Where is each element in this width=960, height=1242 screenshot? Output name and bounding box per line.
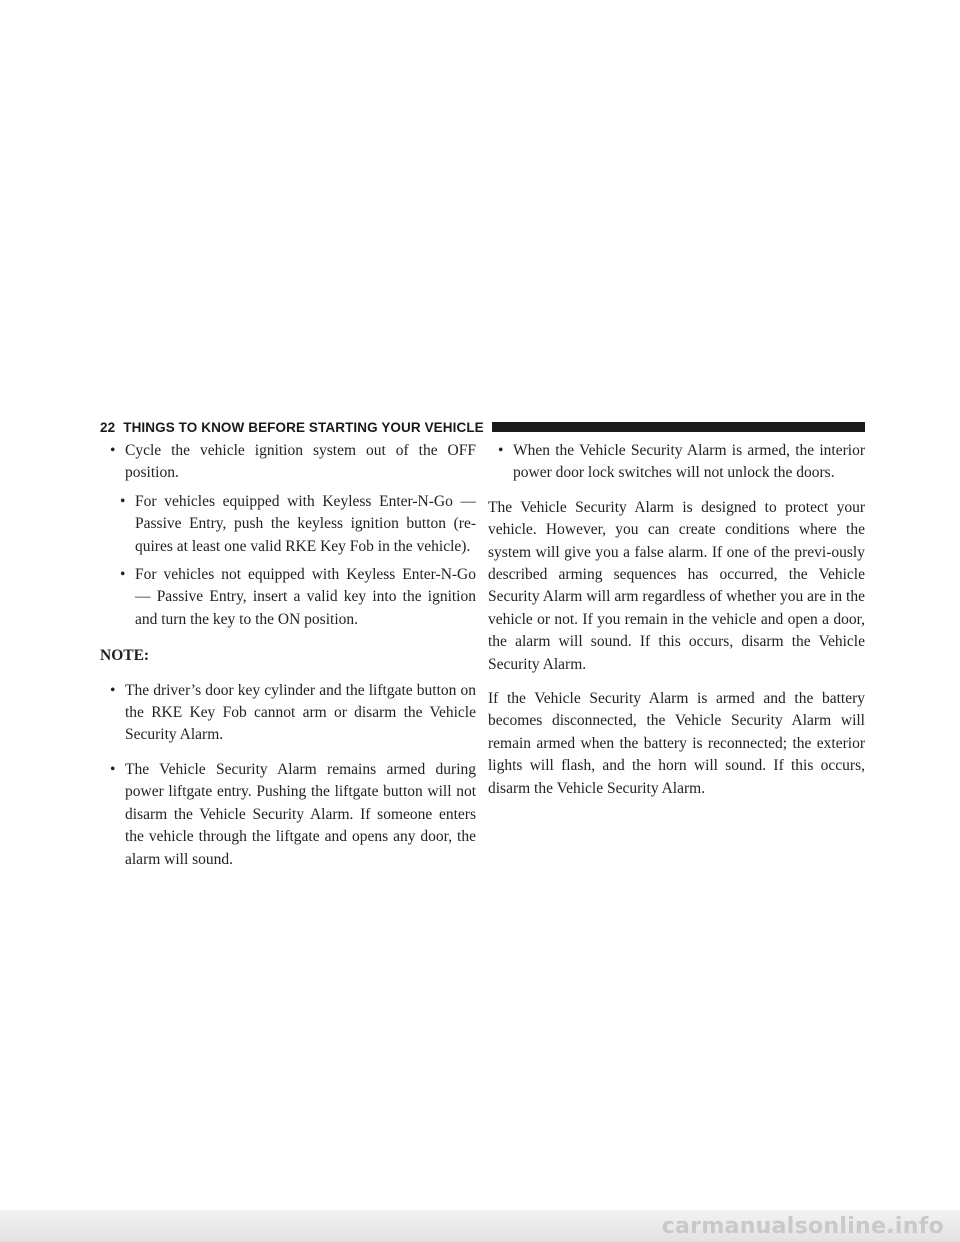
right-column — [488, 440, 865, 800]
bullet-icon: • — [110, 760, 116, 778]
bullet-text: For vehicles equipped with Keyless Enter-N-Go — Passive Entry, push the keyless ignition button (re-quires at least one valid RKE Key Fob in the vehicle). — [135, 492, 476, 555]
header-rule — [492, 422, 865, 432]
bullet-icon: • — [110, 681, 116, 699]
bullet-text: For vehicles not equipped with Keyless Enter-N-Go — Passive Entry, insert a valid key into the ignition and turn the key to the ON position. — [135, 566, 476, 628]
page-number: 22 — [100, 419, 116, 435]
bullet-icon: • — [498, 442, 504, 459]
bullet-icon: • — [110, 442, 116, 459]
bullet-icon: • — [120, 566, 126, 584]
section-title: THINGS TO KNOW BEFORE STARTING YOUR VEHICLE — [123, 419, 484, 435]
list-item — [488, 440, 865, 485]
watermark-band — [0, 1210, 960, 1242]
list-item — [100, 759, 476, 871]
page-header — [100, 416, 865, 438]
list-item — [100, 680, 476, 747]
bullet-text: The driver’s door key cylinder and the liftgate button on the RKE Key Fob cannot arm or disarm the Vehicle Security Alarm. — [125, 681, 476, 744]
bullet-text: Cycle the vehicle ignition system out of the OFF position. — [125, 442, 476, 482]
list-item — [100, 440, 476, 485]
watermark-text: carmanualsonline.info — [661, 1214, 944, 1239]
bullet-icon: • — [120, 492, 126, 510]
body-paragraph: If the Vehicle Security Alarm is armed and the battery becomes disconnected, the Vehicle Security Alarm will remain armed when the battery is reconnected; the exterior lights will flash, and the horn will sound. If this occurs, disarm the Vehicle Security Alarm. — [488, 690, 865, 797]
sub-list-item — [110, 491, 476, 558]
sub-list-item — [110, 564, 476, 631]
body-paragraph: The Vehicle Security Alarm is designed to protect your vehicle. However, you can create conditions where the system will give you a false alarm. If one of the previ-ously described arming sequences has occurred, the Vehicle Security Alarm will arm regardless of whether you are in the vehicle or not. If you remain in the vehicle and open a door, the alarm will sound. If this occurs, disarm the Vehicle Security Alarm. — [488, 498, 865, 673]
left-column — [100, 440, 476, 871]
bullet-text: The Vehicle Security Alarm remains armed during power liftgate entry. Pushing the liftgate button will not disarm the Vehicle Security Alarm. If someone enters the vehicle through the liftgate and opens any door, the alarm will sound. — [125, 760, 476, 868]
note-label: NOTE: — [100, 647, 150, 665]
bullet-text: When the Vehicle Security Alarm is armed, the interior power door lock switches will not unlock the doors. — [513, 442, 865, 482]
